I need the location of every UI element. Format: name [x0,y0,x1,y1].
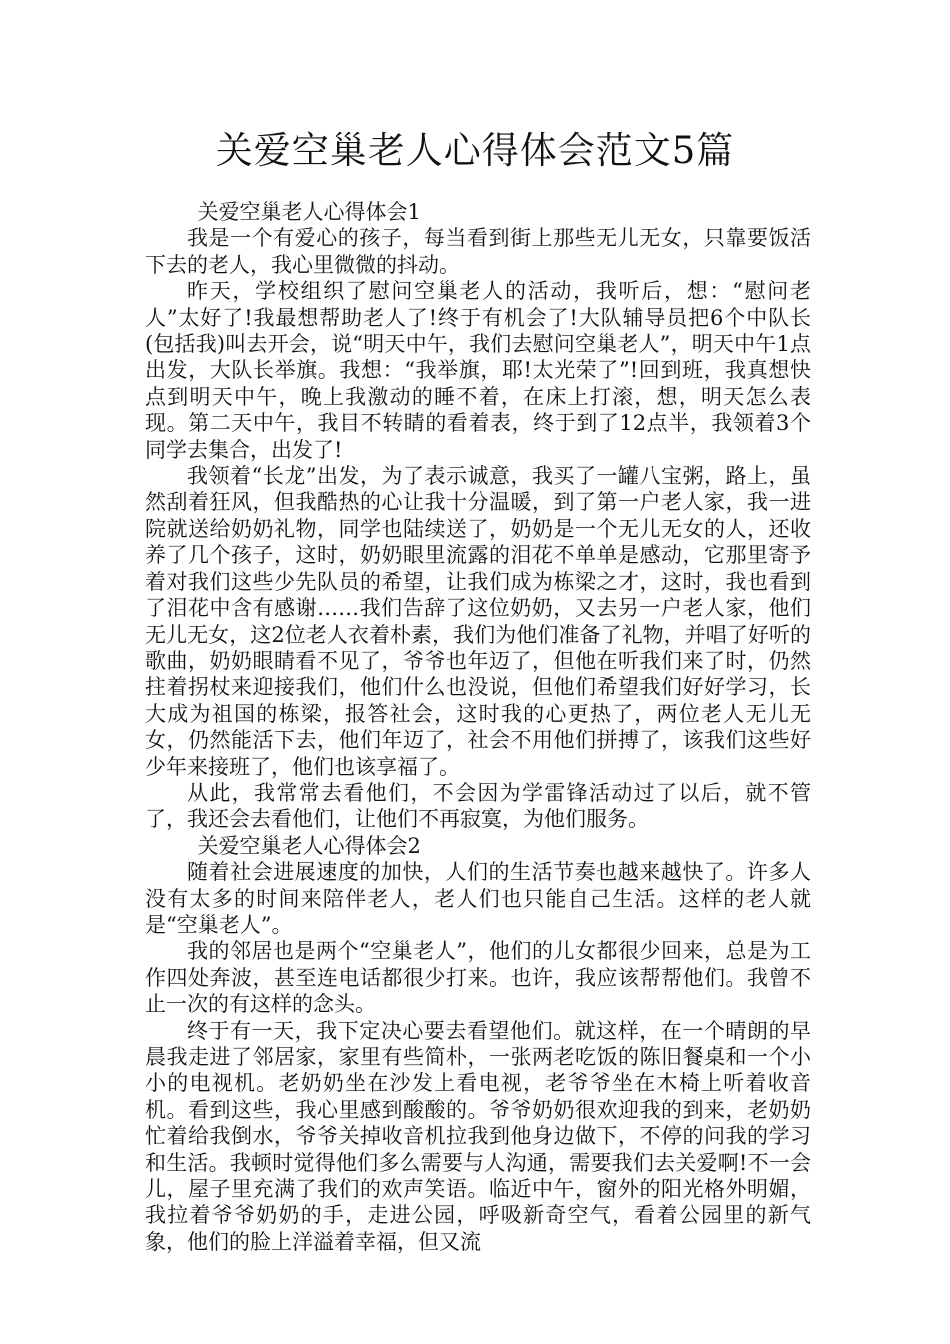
section-heading-1: 关爱空巢老人心得体会1 [197,200,421,224]
document-title: 关爱空巢老人心得体会范文5篇 [215,129,735,172]
paragraph: 我领着“长龙”出发，为了表示诚意，我买了一罐八宝粥，路上，虽然刮着狂风，但我酷热的心让我十分温暖，到了第一户老人家，我一进院就送给奶奶礼物，同学也陆续送了，奶奶是一个无儿无女的人，还收养了几个孩子，这时，奶奶眼里流露的泪花不单单是感动，它那里寄予着对我们这些少先队员的希望，让我们成为栋梁之才，这时，我也看到了泪花中含有感谢……我们告辞了这位奶奶，又去另一户老人家，他们无儿无女，这2位老人衣着朴素，我们为他们准备了礼物，并唱了好听的歌曲，奶奶眼睛看不见了，爷爷也年迈了，但他在听我们来了时，仍然拄着拐杖来迎接我们，他们什么也没说，但他们希望我们好好学习，长大成为祖国的栋梁，报答社会，这时我的心更热了，两位老人无儿无女，仍然能活下去，他们年迈了，社会不用他们拼搏了，该我们这些好少年来接班了，他们也该享福了。 [145,464,811,779]
document-body [145,199,811,1255]
paragraph: 随着社会进展速度的加快，人们的生活节奏也越来越快了。许多人没有太多的时间来陪伴老人，老人们也只能自己生活。这样的老人就是“空巢老人”。 [145,860,811,937]
paragraph: 终于有一天，我下定决心要去看望他们。就这样，在一个晴朗的早晨我走进了邻居家，家里有些简朴，一张两老吃饭的陈旧餐桌和一个小小的电视机。老奶奶坐在沙发上看电视，老爷爷坐在木椅上听着收音机。看到这些，我心里感到酸酸的。爷爷奶奶很欢迎我的到来，老奶奶忙着给我倒水，爷爷关掉收音机拉我到他身边做下，不停的问我的学习和生活。我顿时觉得他们多么需要与人沟通，需要我们去关爱啊!不一会儿，屋子里充满了我们的欢声笑语。临近中午，窗外的阳光格外明媚，我拉着爷爷奶奶的手，走进公园，呼吸新奇空气，看着公园里的新气象，他们的脸上洋溢着幸福，但又流 [145,1018,811,1254]
paragraph: 昨天，学校组织了慰问空巢老人的活动，我听后，想：“慰问老人”太好了!我最想帮助老人了!终于有机会了!大队辅导员把6个中队长(包括我)叫去开会，说“明天中午，我们去慰问空巢老人”，明天中午1点出发，大队长举旗。我想：“我举旗，耶!太光荣了”!回到班，我真想快点到明天中午，晚上我激动的睡不着，在床上打滚，想，明天怎么表现。第二天中午，我目不转睛的看着表，终于到了12点半，我领着3个同学去集合，出发了! [145,279,811,462]
paragraph: 我的邻居也是两个“空巢老人”，他们的儿女都很少回来，总是为工作四处奔波，甚至连电话都很少打来。也许，我应该帮帮他们。我曾不止一次的有这样的念头。 [145,939,811,1017]
section-heading-2: 关爱空巢老人心得体会2 [197,833,421,858]
paragraph: 从此，我常常去看他们，不会因为学雷锋活动过了以后，就不管了，我还会去看他们，让他们不再寂寞，为他们服务。 [145,780,811,832]
paragraph: 我是一个有爱心的孩子，每当看到街上那些无儿无女，只靠要饭活下去的老人，我心里微微的抖动。 [145,226,811,277]
